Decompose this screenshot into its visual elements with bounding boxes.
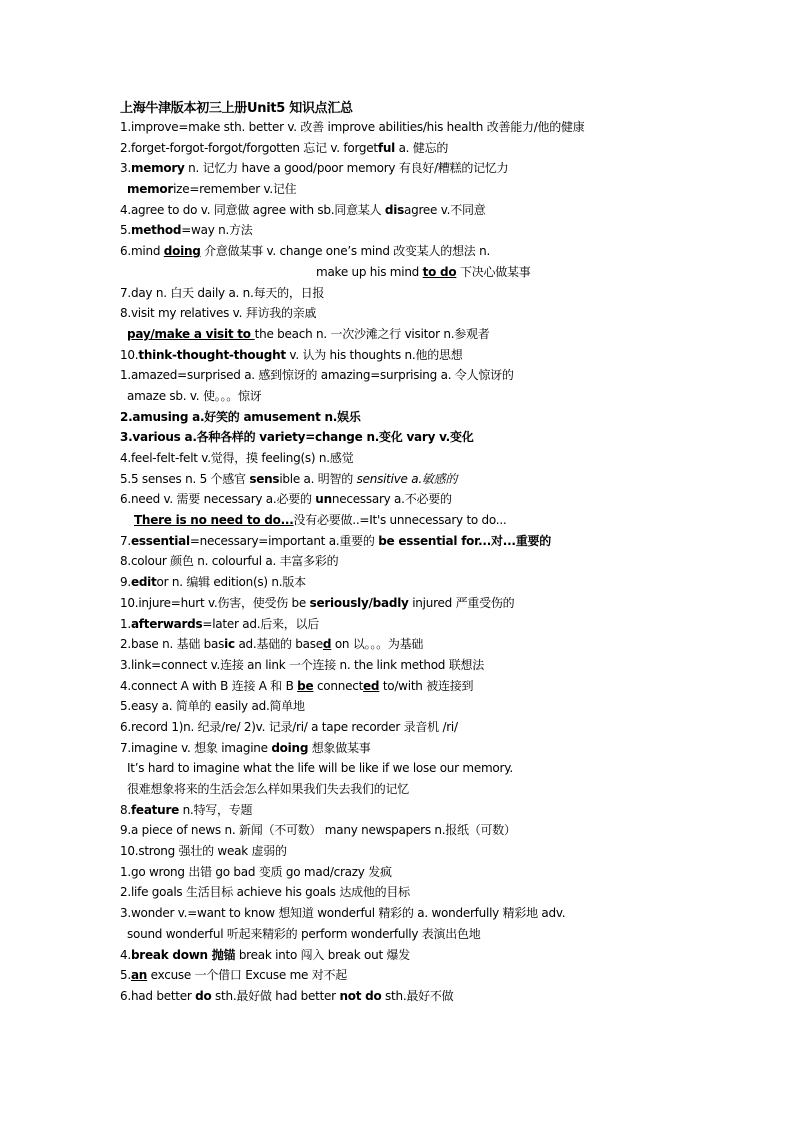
note-text: 2.forget-forgot-forgot/forgotten 忘记 v. forget xyxy=(120,140,378,155)
note-text: injured 严重受伤的 xyxy=(408,595,515,610)
note-line xyxy=(120,324,780,345)
note-text: un xyxy=(315,492,332,507)
note-text: edit xyxy=(130,575,157,590)
notes-list xyxy=(120,117,780,1007)
note-text: an xyxy=(130,968,148,983)
note-line xyxy=(120,531,780,552)
note-text: not do xyxy=(339,988,382,1003)
note-text: the beach n. 一次沙滩之行 visitor n.参观者 xyxy=(254,326,490,341)
note-line xyxy=(120,800,780,821)
note-line xyxy=(120,945,780,966)
note-text: 6.mind xyxy=(120,244,164,259)
note-line xyxy=(120,820,780,841)
note-line xyxy=(120,593,780,614)
note-line xyxy=(120,469,780,490)
note-text: 想象做某事 xyxy=(308,740,371,755)
note-text: 2.life goals 生活目标 achieve his goals 达成他的目标 xyxy=(120,885,410,900)
note-line xyxy=(120,986,780,1007)
note-text: seriously/badly xyxy=(309,595,409,610)
note-text: pay/make a visit to xyxy=(127,326,255,341)
note-text: 5.5 senses n. 5 个感官 xyxy=(120,471,250,486)
note-line xyxy=(120,386,780,407)
note-text: be essential for...对...重要的 xyxy=(378,533,551,548)
note-text: dis xyxy=(384,202,405,217)
note-text: 7. xyxy=(120,533,131,548)
note-line xyxy=(120,345,780,366)
note-text: 下决心做某事 xyxy=(456,264,531,279)
note-text: v. 认为 his thoughts n.他的思想 xyxy=(285,347,463,362)
note-line xyxy=(120,179,780,200)
note-text: 4.feel-felt-felt v.觉得，摸 feeling(s) n.感觉 xyxy=(120,451,354,465)
note-text: think-thought-thought xyxy=(138,347,286,362)
note-text: 9. xyxy=(120,575,131,590)
note-line xyxy=(120,241,780,262)
note-text: 10.injure=hurt v.伤害，使受伤 be xyxy=(120,595,310,610)
note-text: agree v.不同意 xyxy=(404,202,486,217)
note-text: sound wonderful 听起来精彩的 perform wonderfully 表演出色地 xyxy=(127,926,481,941)
note-line xyxy=(120,117,780,138)
note-text: 8. xyxy=(120,802,131,817)
note-text: 介意做某事 v. change one’s mind 改变某人的想法 n. xyxy=(200,244,491,259)
note-text: sth.最好做 had better xyxy=(211,988,340,1003)
note-text: do xyxy=(195,988,212,1003)
note-text: break down 抛锚 xyxy=(130,947,236,962)
note-text: There is no need to do... xyxy=(134,513,294,528)
note-line xyxy=(120,924,780,945)
note-text: be xyxy=(297,678,314,693)
note-line xyxy=(120,862,780,883)
note-text: 6.need v. 需要 necessary a.必要的 xyxy=(120,492,316,507)
note-text: ize=remember v.记住 xyxy=(173,182,297,197)
note-text: 10.strong 强壮的 weak 虚弱的 xyxy=(120,844,287,859)
note-text: ful xyxy=(377,140,396,155)
note-text: 3.link=connect v.连接 an link 一个连接 n. the link method 联想法 xyxy=(120,657,484,672)
note-line xyxy=(120,758,780,779)
note-text: 6.had better xyxy=(120,988,196,1003)
note-line xyxy=(120,903,780,924)
note-text: 5. xyxy=(120,968,131,983)
note-text: 4. xyxy=(120,947,131,962)
note-text: n.特写，专题 xyxy=(179,802,253,817)
note-text: 5.easy a. 简单的 easily ad.简单地 xyxy=(120,699,305,714)
note-text: 7.day n. 白天 daily a. n.每天的，日报 xyxy=(120,285,325,300)
note-text: n. 记忆力 have a good/poor memory 有良好/糟糕的记忆力 xyxy=(184,161,509,176)
note-text: 5. xyxy=(120,223,131,238)
note-text: afterwards xyxy=(130,616,203,631)
note-text: 9.a piece of news n. 新闻（不可数） many newspapers n.报纸（可数） xyxy=(120,823,516,838)
note-text: =way n.方法 xyxy=(181,223,253,238)
note-text: It’s hard to imagine what the life will be like if we lose our memory. xyxy=(127,761,513,776)
note-text: 很难想象将来的生活会怎么样如果我们失去我们的记忆 xyxy=(127,782,410,796)
note-text: feature xyxy=(130,802,179,817)
note-text: 4.connect A with B 连接 A 和 B xyxy=(120,678,298,693)
note-line xyxy=(120,365,780,386)
note-line xyxy=(120,779,780,800)
note-text: ible a. 明智的 xyxy=(279,471,357,486)
note-line xyxy=(120,407,780,428)
note-line xyxy=(120,655,780,676)
document-title: 上海牛津版本初三上册Unit5 知识点汇总 xyxy=(120,101,353,116)
note-text: amaze sb. v. 使。。。惊讶 xyxy=(127,388,262,403)
note-line xyxy=(120,200,780,221)
note-text: 2.base n. 基础 bas xyxy=(120,637,225,652)
note-text: essential xyxy=(130,533,190,548)
note-text: break into 闯入 break out 爆发 xyxy=(235,947,410,962)
note-text: 3. xyxy=(120,161,131,176)
note-line xyxy=(120,262,780,283)
note-line xyxy=(120,696,780,717)
note-line xyxy=(120,489,780,510)
note-line xyxy=(120,283,780,304)
note-text: =later ad.后来，以后 xyxy=(202,616,320,631)
note-text: 10. xyxy=(120,347,139,362)
note-text: on 以。。。为基础 xyxy=(331,637,424,652)
note-text: =necessary=important a.重要的 xyxy=(189,533,379,548)
note-text: sensitive a.敏感的 xyxy=(356,471,458,486)
note-line xyxy=(120,551,780,572)
note-text: doing xyxy=(271,740,309,755)
note-text: 8.visit my relatives v. 拜访我的亲戚 xyxy=(120,306,317,321)
note-text: d xyxy=(322,637,332,652)
note-text: 1.amazed=surprised a. 感到惊讶的 amazing=surprising a. 令人惊讶的 xyxy=(120,368,514,383)
note-line xyxy=(120,510,780,531)
note-text: 4.agree to do v. 同意做 agree with sb.同意某人 xyxy=(120,202,385,217)
note-text: memor xyxy=(127,182,174,197)
note-text: 6.record 1)n. 纪录/re/ 2)v. 记录/ri/ a tape recorder 录音机 /ri/ xyxy=(120,719,458,734)
note-text: 7.imagine v. 想象 imagine xyxy=(120,740,272,755)
note-text: doing xyxy=(163,244,201,259)
note-line xyxy=(120,717,780,738)
note-line xyxy=(120,303,780,324)
note-text: 3.various a.各种各样的 variety=change n.变化 vary v.变化 xyxy=(120,430,474,445)
note-text: 8.colour 颜色 n. colourful a. 丰富多彩的 xyxy=(120,554,339,569)
note-text: 3.wonder v.=want to know 想知道 wonderful 精彩的 a. wonderfully 精彩地 adv. xyxy=(120,906,566,921)
note-text: to/with 被连接到 xyxy=(379,678,474,693)
note-line xyxy=(120,965,780,986)
note-line xyxy=(120,138,780,159)
note-text: 1.improve=make sth. better v. 改善 improve abilities/his health 改善能力/他的健康 xyxy=(120,120,585,134)
note-line xyxy=(120,614,780,635)
note-text: ed xyxy=(363,678,380,693)
note-line xyxy=(120,676,780,697)
note-text: 1. xyxy=(120,616,131,631)
note-text: make up his mind xyxy=(316,264,423,279)
note-line xyxy=(120,634,780,655)
note-text: sens xyxy=(249,471,280,486)
note-line xyxy=(120,158,780,179)
note-text: memory xyxy=(130,161,185,176)
note-text: to do xyxy=(422,264,457,279)
note-text: sth.最好不做 xyxy=(381,988,454,1003)
note-line xyxy=(120,220,780,241)
note-line xyxy=(120,882,780,903)
note-line xyxy=(120,738,780,759)
note-text: method xyxy=(130,223,182,238)
note-text: connect xyxy=(313,678,364,693)
note-text: 没有必要做..=It's unnecessary to do... xyxy=(293,513,507,528)
note-line xyxy=(120,572,780,593)
note-text: 1.go wrong 出错 go bad 变质 go mad/crazy 发疯 xyxy=(120,864,392,879)
note-line xyxy=(120,427,780,448)
note-text: ic xyxy=(224,637,235,652)
note-text: necessary a.不必要的 xyxy=(331,492,452,507)
note-text: excuse 一个借口 Excuse me 对不起 xyxy=(147,968,347,983)
note-text: ad.基础的 base xyxy=(234,637,323,652)
note-text: a. 健忘的 xyxy=(395,140,449,155)
note-line xyxy=(120,841,780,862)
note-line xyxy=(120,448,780,469)
note-text: or n. 编辑 edition(s) n.版本 xyxy=(156,575,306,590)
note-text: 2.amusing a.好笑的 amusement n.娱乐 xyxy=(120,409,361,424)
